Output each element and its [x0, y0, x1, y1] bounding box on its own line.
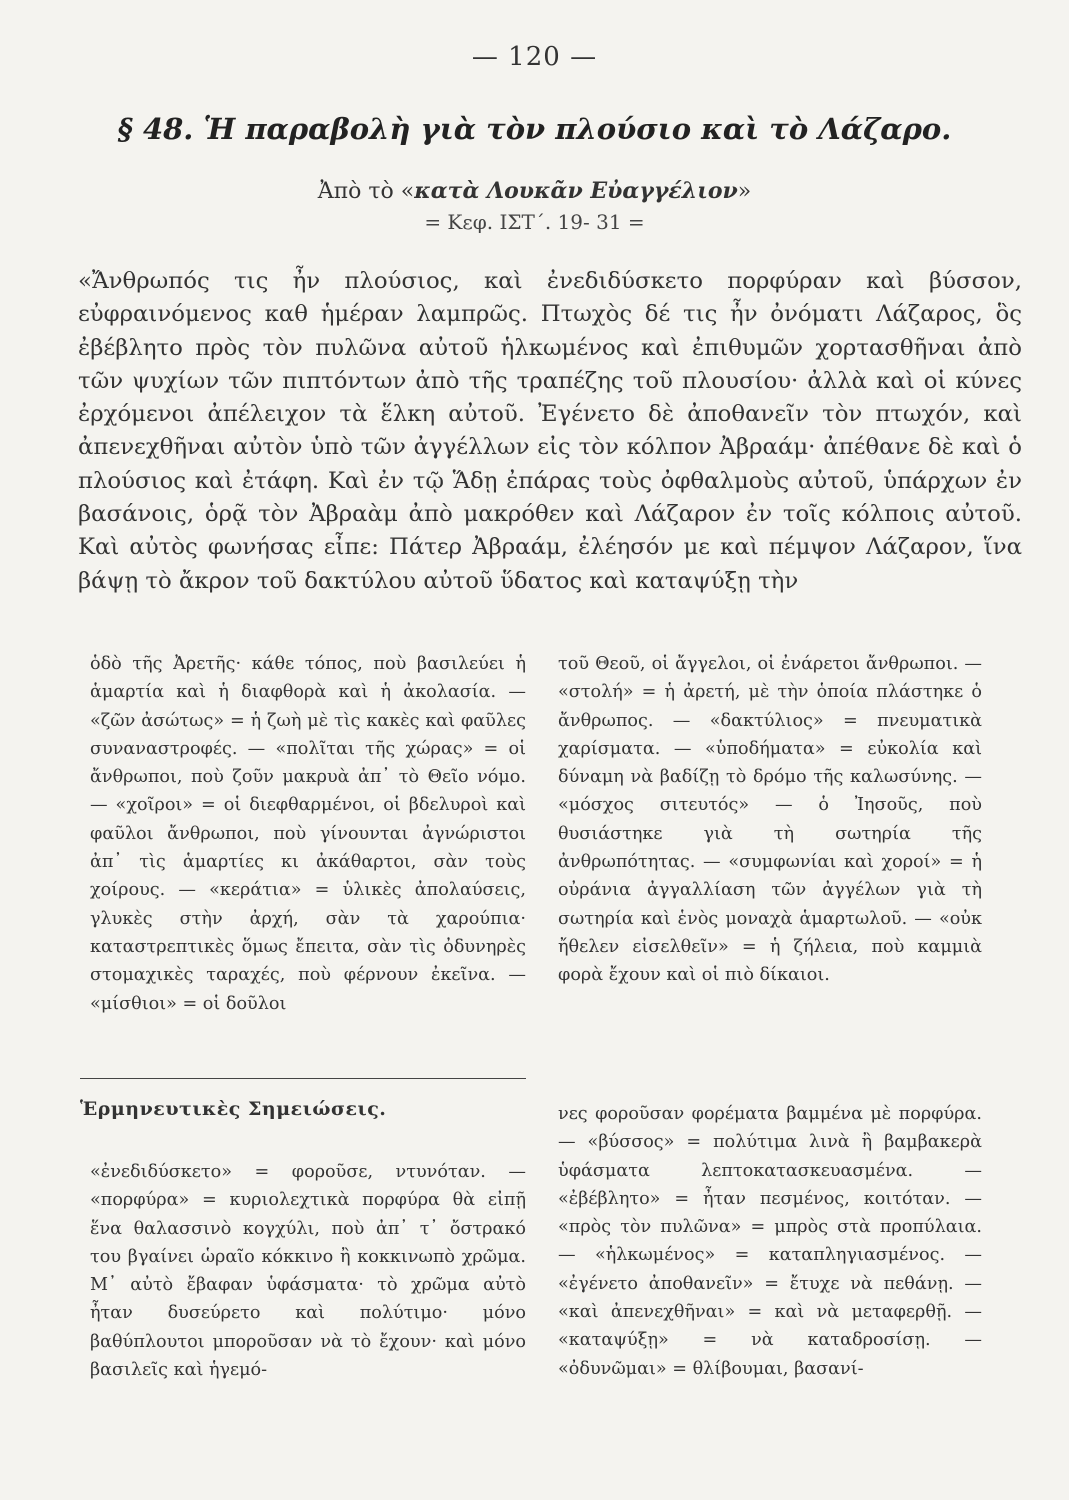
gospel-title: κατὰ Λουκᾶν Εὐαγγέλιον — [414, 178, 738, 204]
notes-left-column: «ἐνεδιδύσκετο» = φοροῦσε, ντυνόταν. — «πορφύρα» = κυριολεχτικὰ πορφύρα θὰ εἰπῇ ἕνα θαλασσινὸ κογχύλι, ποὺ ἀπ᾽ τ᾽ ὄστρακό του βγαίνει ὡραῖο κόκκινο ἢ κοκκινωπὸ χρῶμα. Μ᾽ αὐτὸ ἔβαφαν ὑφάσματα· τὸ χρῶμα αὐτὸ ἦταν δυσεύρετο καὶ πολύτιμο· μόνο βαθύπλουτοι μποροῦσαν νὰ τὸ ἔχουν· καὶ μόνο βασιλεῖς καὶ ἡγεμό- — [90, 1162, 526, 1381]
notes-right-column: νες φοροῦσαν φορέματα βαμμένα μὲ πορφύρα. — «βύσσος» = πολύτιμα λινὰ ἢ βαμβακερὰ ὑφάσματα λεπτοκατασκευασμένα. — «ἐβέβλητο» = ἦταν πεσμένος, κοιτόταν. — «πρὸς τὸν πυλῶνα» = μπρὸς στὰ προπύλαια. — «ἡλκωμένος» = καταπληγιασμένος. — «ἐγένετο ἀποθανεῖν» = ἔτυχε νὰ πεθάνῃ. — «καὶ ἀπενεχθῆναι» = καὶ νὰ μεταφερθῇ. — «καταψύξῃ» = νὰ καταδροσίσῃ. — «ὀδυνῶμαι» = θλίβουμαι, βασανί- — [558, 1104, 982, 1379]
subheading-suffix: » — [737, 179, 752, 204]
section-divider — [80, 1078, 526, 1079]
section-heading: § 48. Ἡ παραβολὴ γιὰ τὸν πλούσιο καὶ τὸ Λάζαρο. — [117, 112, 952, 146]
glossary-right-top: τοῦ Θεοῦ, οἱ ἄγγελοι, οἱ ἐνάρετοι ἄνθρωποι. — «στολή» = ἡ ἀρετή, μὲ τὴν ὁποία πλάστηκε ὁ ἄνθρωπος. — «δακτύλιος» = πνευματικὰ χαρίσματα. — «ὑποδήματα» = εὐκολία καὶ δύναμη νὰ βαδίζῃ τὸ δρόμο τῆς καλωσύνης. — «μόσχος σιτευτός» — ὁ Ἰησοῦς, ποὺ θυσιάστηκε γιὰ τὴ σωτηρία τῆς ἀνθρωπότητας. — «συμφωνίαι καὶ χοροί» = ἡ οὐράνια ἀγγαλλίαση τῶν ἀγγέλων γιὰ τὴ σωτηρία καὶ ἑνὸς μοναχὰ ἁμαρτωλοῦ. — «οὐκ ἤθελεν εἰσελθεῖν» = ἡ ζήλεια, ποὺ καμμιὰ φορὰ ἔχουν καὶ οἱ πιὸ δίκαιοι. — [558, 654, 982, 986]
chapter-reference: = Κεφ. ΙΣΤ΄. 19- 31 = — [424, 210, 645, 234]
notes-heading: Ἑρμηνευτικὲς Σημειώσεις. — [80, 1098, 387, 1120]
section-subheading — [0, 178, 1069, 204]
page-number: — 120 — — [471, 42, 598, 72]
subheading-prefix: Ἀπὸ τὸ « — [317, 179, 415, 204]
glossary-left-top: ὁδὸ τῆς Ἀρετῆς· κάθε τόπος, ποὺ βασιλεύει ἡ ἁμαρτία καὶ ἡ διαφθορὰ καὶ ἡ ἀκολασία. — «ζῶν ἀσώτως» = ἡ ζωὴ μὲ τὶς κακὲς καὶ φαῦλες συναναστροφές. — «πολῖται τῆς χώρας» = οἱ ἄνθρωποι, ποὺ ζοῦν μακρυὰ ἀπ᾽ τὸ Θεῖο νόμο. — «χοῖροι» = οἱ διεφθαρμένοι, οἱ βδελυροὶ καὶ φαῦλοι ἄνθρωποι, ποὺ γίνουνται ἀγνώριστοι ἀπ᾽ τὶς ἁμαρτίες κι ἀκάθαρτοι, σὰν τοὺς χοίρους. — «κεράτια» = ὑλικὲς ἀπολαύσεις, γλυκὲς στὴν ἀρχή, σὰν τὰ χαρούπια· καταστρεπτικὲς ὅμως ἔπειτα, σὰν τὶς ὀδυνηρὲς στομαχικὲς ταραχές, ποὺ φέρνουν ἐκεῖνα. — «μίσθιοι» = οἱ δοῦλοι — [90, 654, 526, 1014]
scripture-passage: «Ἄνθρωπός τις ἦν πλούσιος, καὶ ἐνεδιδύσκετο πορφύραν καὶ βύσσον, εὐφραινόμενος καθ ἡμέραν λαμπρῶς. Πτωχὸς δέ τις ἦν ὀνόματι Λάζαρος, ὃς ἐβέβλητο πρὸς τὸν πυλῶνα αὐτοῦ ἡλκωμένος καὶ ἐπιθυμῶν χορτασθῆναι ἀπὸ τῶν ψυχίων τῶν πιπτόντων ἀπὸ τῆς τραπέζης τοῦ πλουσίου· ἀλλὰ καὶ οἱ κύνες ἐρχόμενοι ἀπέλειχον τὰ ἕλκη αὐτοῦ. Ἐγένετο δὲ ἀποθανεῖν τὸν πτωχόν, καὶ ἀπενεχθῆναι αὐτὸν ὑπὸ τῶν ἀγγέλλων εἰς τὸν κόλπον Ἀβραάμ· ἀπέθανε δὲ καὶ ὁ πλούσιος καὶ ἐτάφη. Καὶ ἐν τῷ Ἅδῃ ἐπάρας τοὺς ὀφθαλμοὺς αὐτοῦ, ὑπάρχων ἐν βασάνοις, ὁρᾷ τὸν Ἀβραὰμ ἀπὸ μακρόθεν καὶ Λάζαρον ἐν τοῖς κόλποις αὐτοῦ. Καὶ αὐτὸς φωνήσας εἶπε: Πάτερ Ἀβραάμ, ἐλέησόν με καὶ πέμψον Λάζαρον, ἵνα βάψῃ τὸ ἄκρον τοῦ δακτύλου αὐτοῦ ὕδατος καὶ καταψύξῃ τὴν — [78, 268, 1022, 594]
